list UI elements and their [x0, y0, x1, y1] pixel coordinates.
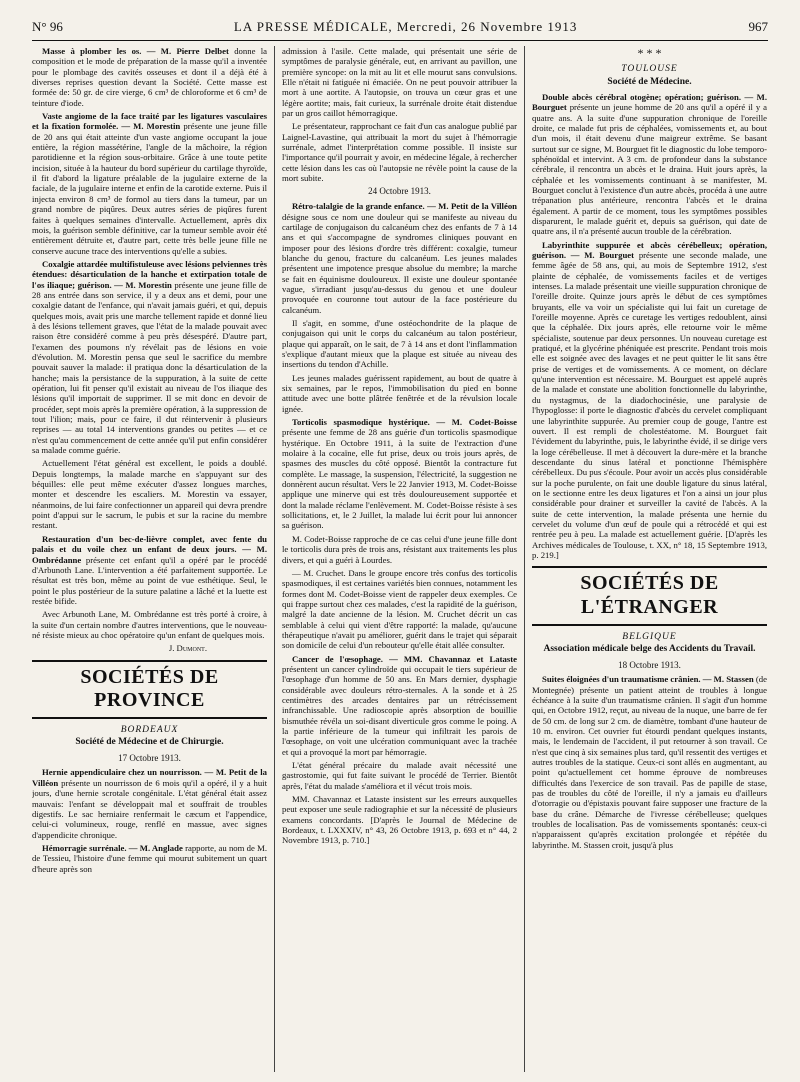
- article-heading: Torticolis spasmodique hystérique. — M. Codet-Boisse: [292, 417, 517, 428]
- article-heading: Hémorragie surrénale. — M. Anglade: [42, 842, 183, 853]
- article-text: présente un jeune homme de 20 ans qu'il a opéré il y a quatre ans. A la suite d'une suppuration chronique de l'oreille droite, ce malade fut pris de céphalées, vomissements et, au bout d'un mois, il était devenu d'une maigreur extrême. Se basant surtout sur ce signe, M. Bourguet fit le diagnostic du lobe temporo-sphénoïdal et intervint. A 3 cm. de profondeur dans la substance cérébrale, il rencontra un abcès et le draina. Huit jours après, la céphalée et les vomissements continuant à se manifester, M. Bourguet conclut à l'existence d'un autre abcès, procéda à une autre trépanation plus antérieure, rencontra l'abcès et le draina également. A partir de ce moment, tous les symptômes possibles disparurent, le malade guérit et, depuis sa guérison, qui date de quatre ans, il n'a présenté aucun trouble de la cérébration.: [532, 102, 767, 237]
- paragraph: [532, 240, 767, 561]
- article-heading: Restauration d'un bec-de-lièvre complet, avec fente du palais et du voile chez un enfant de deux jours. — M. Ombrédanne: [32, 533, 267, 565]
- section-title: SOCIÉTÉS DE L'ÉTRANGER: [532, 566, 767, 626]
- paragraph: L'état général précaire du malade avait nécessité une gastrostomie, qui fut faite suivant le procédé de Terrier. Bientôt après, l'état du malade s'améliora et il vécut trois mois.: [282, 760, 517, 791]
- country-heading: BELGIQUE: [622, 631, 677, 642]
- author-signature: J. Dumont.: [168, 643, 207, 654]
- paragraph: Le présentateur, rapprochant ce fait d'un cas analogue publié par Laignel-Lavastine, qui attribuait la mort du sujet à l'hémorragie surrénale, admet l'interprétation comme possible. Il insiste sur l'importance qu'il pourrait y avoir, en médecine légale, à rechercher cette lésion dans les cas où l'autopsie ne révèle point la cause de la mort subite.: [282, 121, 517, 184]
- paragraph: MM. Chavannaz et Lataste insistent sur les erreurs auxquelles peut exposer une seule radiographie et sur la nécessité de plusieurs examens concordants. [D'après le Journal de Médecine de Bordeaux, t. LXXXIV, n° 43, 26 Octobre 1913, p. 693 et n° 44, 2 Novembre 1913, p. 710.]: [282, 794, 517, 846]
- issue-number: N° 96: [32, 19, 63, 34]
- city-heading: BORDEAUX: [120, 725, 179, 736]
- article-text: désigne sous ce nom une douleur qui se manifeste au niveau du cartilage de conjugaison du calcanéum chez des enfants de 7 à 14 ans et qui s'accompagne de syndromes cliniques pouvant en imposer pour des lésions d'ordre très différent: coxalgie, tumeur blanche du genou, fracture du calcanéum. Les jeunes malades présentent une impotence presque absolue du membre; la marche se fait en équinisme douloureux. Il existe une douleur spontanée vague, s'irradiant jusqu'au-dessus du genou et une douleur provoquée en couronne tout autour de la face postérieure du calcanéum.: [282, 211, 517, 315]
- paragraph: admission à l'asile. Cette malade, qui présentait une série de symptômes de paralysie générale, eut, en arrivant au pavillon, une première syncope: on la mit au lit et elle mourut sans convulsions. Elle n'était ni fatiguée ni émaciée. On ne peut pouvoir attribuer la mort à une aortite. A l'autopsie, on trouva un cœur gras et une légère aortite; mais, fait curieux, la surrénale droite était distendue par un gros caillot hémorragique.: [282, 46, 517, 119]
- article-heading: Double abcès cérébral otogène; opération; guérison. — M. Bourguet: [532, 91, 767, 113]
- article-text: présente une jeune fille de 28 ans entrée dans son service, il y a deux ans et demi, pour une coxalgie datant de l'enfance, qui n'avait jamais guéri, et qui, depuis quelques mois, avait pris une marche tellement rapide et donné lieu à des lésions tellement graves, que l'état de la malade pouvait avec raison être considéré comme à peu près désespéré. D'autre part, l'examen des poumons n'y révélait pas de lésions en voie d'évolution. M. Morestin pensa que seul le sacrifice du membre pouvait sauver la malade: il pratiqua donc la désarticulation de la hanche; mais la persistance de la suppuration, à la suite de cette opération, lui fit penser qu'il existait au niveau de l'os iliaque des lésions qu'il importait de supprimer. Il se mit donc en devoir de procéder, sept mois après la première opération, à la suppression de tout l'ilion; mais, pour ce faire, il dut réintervenir à plusieurs reprises — au total 14 interventions grandes ou petites — et ce n'est qu'au commencement de cette année qu'il put enfin considérer sa malade comme guérie.: [32, 279, 267, 456]
- column-rule: [274, 46, 275, 1072]
- article-heading: Masse à plomber les os. — M. Pierre Delbet: [42, 46, 229, 56]
- article-text: rapporte, au nom de M. de Tessieu, l'histoire d'une femme qui mourut subitement un quart d'heure après son: [32, 842, 267, 874]
- paragraph: [32, 843, 267, 874]
- article-heading: Hernie appendiculaire chez un nourrisson. — M. Petit de la Villéon: [32, 767, 267, 788]
- session-date: 17 Octobre 1913.: [118, 752, 181, 763]
- article-text: (de Montegnée) présente un patient atteint de troubles à longue échéance à la suite d'un traumatisme crânien. Il s'agit d'un homme qui, en Octobre 1912, reçut, au niveau de la nuque, une barre de fer de 50 cm. de long sur 2 cm. de diamètre, tombant d'une hauteur de 10 m. environ. Cet ouvrier fut étourdi pendant quelques instants, mais, le lendemain de l'accident, il put retourner à son travail. Ce n'est que cinq à six semaines plus tard, qu'il ressentit des vertiges et autres troubles de la statique. Ceux-ci sont allés en augmentant, au point qu'actuellement cet homme éprouve de nombreuses difficultés dans l'exercice de son travail. Pas de papille de stase, pas de troubles du côté de l'oreille, il n'y a jamais eu d'ailleurs d'otorragie ou d'épistaxis pouvant faire supposer une fracture de la base du crâne. Démarche de l'ivresse cérébelleuse; quelques troubles de localisation. Pas de vomissements spontanés: ceux-ci n'apparaissent qu'après excitation prolongée et répétée du labyrinthe. M. Stassen croit, jusqu'à plus: [532, 674, 767, 850]
- society-heading: Association médicale belge des Accidents du Travail.: [543, 644, 756, 655]
- article-text: présente une femme de 28 ans guérie d'un torticolis spasmodique hystérique. En Octobre 1911, à la suite de l'extraction d'une molaire à la cocaïne, elle fut prise, deux ou trois jours après, de spasmes des muscles du côté opposé. Bientôt la contracture fut complète. Le massage, la suspension, l'électricité, la suggestion ne donnèrent aucun résultat. Vers le 22 Janvier 1913, M. Codet-Boisse applique une minerve qui est très douloureusement supportée et dont la malade réclame l'enlèvement. M. Codet-Boisse résiste à ses sollicitations, et, le 2 Juillet, la malade lui écrit pour lui annoncer sa guérison.: [282, 427, 517, 531]
- page-number: 967: [748, 19, 768, 34]
- paragraph: [532, 674, 767, 850]
- article-text: présente cet enfant qu'il a opéré par le procédé d'Arbunoth Lane. L'intervention a été parfaitement supportée. Le résultat est très bon, même au point de vue esthétique. Seul, le point le plus postérieur de la suture palatine a lâché et la luette est restée bifide.: [32, 554, 267, 606]
- paragraph: [32, 46, 267, 108]
- paragraph: [32, 259, 267, 456]
- session-date: 24 Octobre 1913.: [368, 186, 431, 197]
- paragraph: M. Codet-Boisse rapproche de ce cas celui d'une jeune fille dont le torticolis dura près de trois ans, résistant aux traitements les plus divers, et qui a guéri à Lourdes.: [282, 533, 517, 565]
- article-text: présentent un cancer cylindroïde qui occupait le tiers supérieur de l'œsophage d'un homme de 50 ans. En Mars dernier, dysphagie considérable avec douleurs rétro-sternales. A la sonde et à 25 centimètres des arcades dentaires par un rétrécissement infranchissable. Une radioscopie après absorption de bouillie bismuthée révéla un soi-disant diverticule gros comme le poing. A la partie inférieure de la tumeur qui infiltrait les parois de l'œsophage, on voit une ulcération communiquant avec la trachée et qui a provoqué la mort par hémorragie.: [282, 663, 517, 757]
- paragraph: Avec Arbunoth Lane, M. Ombrédanne est très porté à croire, à la suite d'un certain nombre d'autres interventions, que le nouveau-né résiste mieux au choc opératoire qu'un enfant de quelques mois.: [32, 609, 267, 640]
- article-heading: Vaste angiome de la face traité par les ligatures vasculaires et la fixation formolée. — M. Morestin: [32, 111, 267, 132]
- session-date: 18 Octobre 1913.: [618, 659, 681, 670]
- paragraph: [532, 92, 767, 237]
- paragraph: Actuellement l'état général est excellent, le poids a doublé. Depuis longtemps, la malade marche en s'appuyant sur des béquilles: elle peut même exécuter d'assez longues marches, monter et descendre les escaliers. M. Morestin va essayer, néanmoins, de lui faire confectionner un appareil qui devra prendre point d'appui sur le sacrum, le pubis et sur la racine du membre restant.: [32, 458, 267, 531]
- paragraph: [32, 767, 267, 839]
- column-rule: [524, 46, 525, 1072]
- article-text: présente une jeune fille de 20 ans qui était atteinte d'un vaste angiome occupant la joue entière, la région massétérine, l'angle de la mâchoire, la région parotidienne et la région sous-orbitaire. Grâce à une toute petite incision, située à la hauteur du bord supérieur du cartilage thyroïde, il fit d'abord la ligature préalable de la jugulaire externe de la faciale, de la jugulaire interne et enfin de la carotide externe. Puis il injecta environ 8 cm³ de formol au tiers dans la tumeur, par un grand nombre de piqûres. Deux autres séries de piqûres furent faites à quelques semaines d'intervalle. Actuellement, après dix mois, la guérison semble définitive, car la tumeur semble avoir été entièrement détruite et, d'autre part, cette très belle jeune fille ne conserve aucune trace des interventions qu'elle a subies.: [32, 121, 267, 256]
- article-heading: Suites éloignées d'un traumatisme crânien. — M. Stassen: [542, 674, 754, 685]
- column-1: [32, 46, 267, 1074]
- article-heading: Cancer de l'œsophage. — MM. Chavannaz et Lataste: [292, 653, 517, 664]
- paragraph: [282, 654, 517, 757]
- paragraph: [32, 534, 267, 606]
- paragraph: [282, 417, 517, 531]
- column-2: [282, 46, 517, 1074]
- article-heading: Labyrinthite suppurée et abcès cérébelleux; opération, guérison. — M. Bourguet: [532, 239, 767, 261]
- running-title: LA PRESSE MÉDICALE, Mercredi, 26 Novembre 1913: [233, 19, 578, 34]
- paragraph: [32, 111, 267, 256]
- paragraph: [282, 201, 517, 315]
- article-heading: Rétro-talalgie de la grande enfance. — M. Petit de la Villéon: [292, 201, 517, 212]
- article-heading: Coxalgie attardée multifistuleuse avec lésions pelviennes très étendues: désarticulation de la hanche et extirpation totale de l'os iliaque; guérison. — M. Morestin: [32, 258, 267, 290]
- article-text: donne la composition et le mode de préparation de la masse qu'il a inventée pour le plombage des cavités osseuses et dont il a déjà été à diverses reprises question devant la Société. Cette masse est formée de: 50 gr. de cire vierge, 6 cm³ de chloroforme et 6 cm³ de teinture d'iode.: [32, 46, 267, 108]
- paragraph: Il s'agit, en somme, d'une ostéochondrite de la plaque de conjugaison qui unit le corps du calcanéum au talon postérieur, plaque qui apparaît, on le sait, de 7 à 14 ans et dont l'inflammation s'explique d'autant mieux que la plaque est située au niveau des insertions du tendon d'Achille.: [282, 317, 517, 370]
- city-heading: TOULOUSE: [621, 64, 678, 75]
- page-header: [32, 14, 768, 41]
- section-title: SOCIÉTÉS DE PROVINCE: [32, 660, 267, 720]
- paragraph: — M. Cruchet. Dans le groupe encore très confus des torticolis spasmodiques, il est certaines variétés bien connues, notamment les formes dont M. Codet-Boisse vient de rappeler deux exemples. Ce qui frappe surtout chez ces malades, c'est la rapidité de la guérison, malgré la date ancienne de la lésion. M. Cruchet décrit un cas semblable à celui qui vient d'être rapporté: la malade, qu'aucune thérapeutique n'avait pu améliorer, guérit dans le trajet qui séparait son domicile de celui d'un rebouteur qu'elle était allée consulter.: [282, 567, 517, 651]
- article-text: présente un nourrisson de 6 mois qu'il a opéré, il y a huit jours, d'une hernie scrotale congénitale. L'état général était assez mauvais: l'enfant se développait mal et souffrait de troubles digestifs. Le sac herniaire renfermait le cæcum et l'appendice, celui-ci volumineux, rouge, renflé en massue, avec signes d'appendicite chronique.: [32, 777, 267, 840]
- article-text: présente une seconde malade, une femme âgée de 58 ans, qui, au mois de Septembre 1912, s'est plainte de céphalée, de vomissements faciles et de vertiges intenses. La malade présentait une vieille suppuration chronique de l'oreille droite. Quinze jours après le début de ces symptômes bruyants, elle va voir un spécialiste qui lui fait un curetage de l'oreille moyenne. Après ce curetage les vertiges redoublent, ainsi que la céphalée. Dix jours après, elle retourne voir le même spécialiste, soutenue par deux personnes. Un nouveau curetage est pratiqué, et la glycérine phéniquée est prescrite. Pendant trois mois elle est soignée avec des lavages et ne peut quitter le lit sans être prise de vertiges et de vomissements. A ce moment, on déclare qu'une intervention est nécessaire. M. Bourguet est appelé auprès de la malade et constate une abolition fonctionnelle du labyrinthe, du nystagmus, de la diadochocinésie, une paralysie de l'hypoglosse: il porte le diagnostic d'abcès du cervelet compliquant une labyrinthite suppurée. Au premier coup de gouge, l'antre est ouvert. Il est rempli de cholestéatome. M. Bourguet fait l'évidement du labyrinthe, puis, le labyrinthe évidé, il se dirige vers la loge cérébelleuse. Il met à découvert la dure-mère et la branche descendante du sinus latéral et ponctionne l'hémisphère cérébelleux. Du pus s'écoule. Pour avoir un accès plus considérable sur la poche purulente, on fait une double ligature du sinus latéral, on le sectionne entre les deux ligatures et l'on a ainsi un jour plus considérable pour drainer et surveiller la cavité de l'abcès. A la suite de cette intervention, la malade présenta une hernie du cervelet du volume d'un œuf de poule qui a rétrocédé et qui est rentrée peu à peu. La malade est actuellement guérie. [D'après les Archives médicales de Toulouse, t. XX, n° 18, 15 Septembre 1913, p. 219.]: [532, 250, 767, 560]
- column-3: [532, 46, 767, 1074]
- society-heading: Société de Médecine et de Chirurgie.: [75, 737, 224, 748]
- society-heading: Société de Médecine.: [607, 76, 692, 87]
- paragraph: Les jeunes malades guérissent rapidement, au bout de quatre à six semaines, par le repos, l'immobilisation du pied en bonne attitude avec une botte plâtrée fenêtrée et de la révulsion locale ignée.: [282, 372, 517, 414]
- asterism: * * *: [637, 46, 662, 60]
